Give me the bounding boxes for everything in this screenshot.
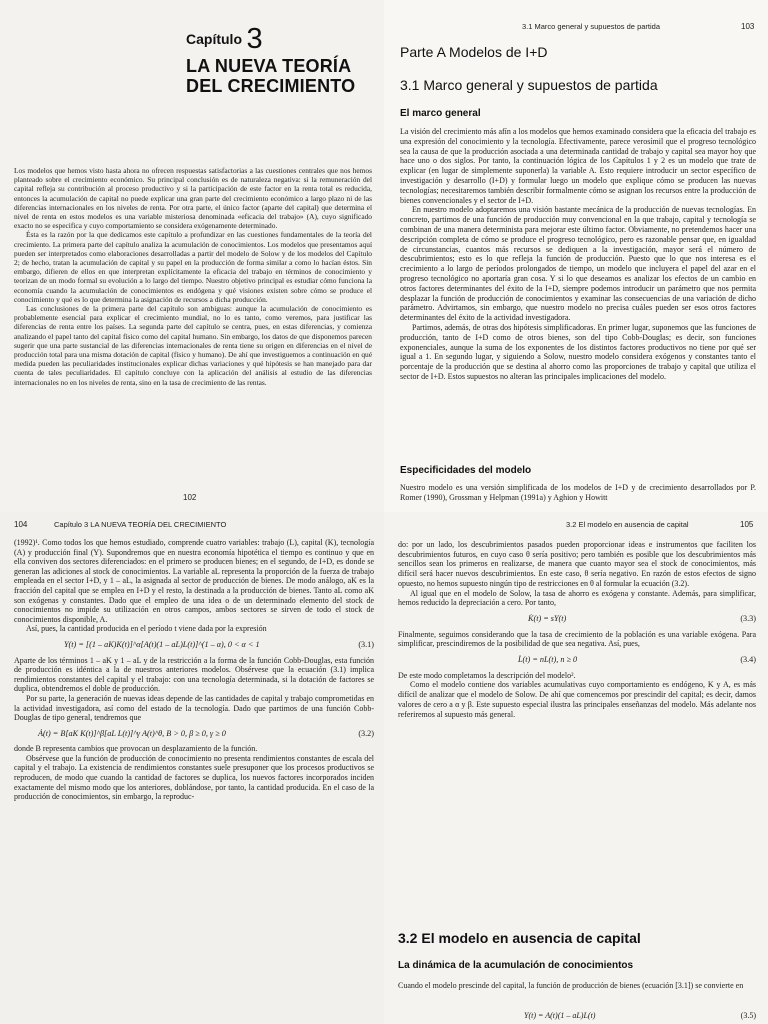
paragraph: La visión del crecimiento más afín a los modelos que hemos examinado considera que la eficacia del trabajo es una expresión del conocimiento y la tecnología. Efectivamente, parece verosímil que el progreso tecnológico sea la causa de que la producción asociada a una determinada cantidad de trabajo y capital sea mayor hoy que hace uno o dos siglos. Por tanto, la continuación lógica de los Capítulos 1 y 2 es un modelo que trate de explicar (en lugar de simplemente suponerla) la variable A. Esto requiere introducir un sector específico de investigación y desarrollo (I+D) y formular luego un modelo que explique cómo se producen las nuevas tecnologías; necesitaremos también describir formalmente cómo se asignan los recursos entre la producción de bienes convencionales y el sector de I+D.: [400, 127, 756, 205]
page-102: [0, 0, 384, 512]
equation-body: Ȧ(t) = B[aK K(t)]^β[aL L(t)]^γ A(t)^θ, B > 0, β ≥ 0, γ ≥ 0: [38, 728, 226, 738]
running-head: 3.1 Marco general y supuestos de partida: [522, 22, 660, 31]
chapter-title-line-2: DEL CRECIMIENTO: [186, 76, 356, 96]
paragraph: Al igual que en el modelo de Solow, la tasa de ahorro es exógena y constante. Además, para simplificar, hemos reducido la depreciación a cero. Por tanto,: [398, 588, 756, 608]
page-text: [398, 540, 756, 719]
paragraph: En nuestro modelo adoptaremos una visión bastante mecánica de la producción de nuevas tecnologías. En concreto, partimos de una función de producción muy convencional en la que trabajo, capital y tecnología se combinan de una manera determinista para mejorar este último factor. Obviamente, no pretendemos hacer una descripción completa de cómo se produce el progreso tecnológico, pero es razonable pensar que, en igualdad de circunstancias, cuantos más recursos se dediquen a la investigación, mayor será el número de descubrimientos; esto es lo que refleja la función de producción. Puesto que lo que nos interesa es el crecimiento a lo largo de períodos prolongados de tiempo, un modelo que incluyera el papel del azar en el progreso tecnológico no aportaría gran cosa. Y si lo que deseamos es analizar los efectos de un cambio en otros factores determinantes del éxito de la I+D, siempre podemos introducir un parámetro que nos permita desplazar la función de producción de conocimientos y examinar las consecuencias de una variación de dicho parámetro. Advirtamos, sin embargo, que nuestro modelo no precisa cuáles pueden ser esos otros factores determinantes del éxito de la actividad investigadora.: [400, 205, 756, 323]
paragraph: Como el modelo contiene dos variables acumulativas cuyo comportamiento es endógeno, K y A, es más difícil de analizar que el modelo de Solow. De ahí que comencemos por prescindir del capital; es decir, damos valores de cero a α y β. Este supuesto especial ilustra las principales enseñanzas del modelo. Más adelante nos referiremos al supuesto más general.: [398, 680, 756, 719]
paragraph: Obsérvese que la función de producción de conocimiento no presenta rendimientos constantes de escala del capital y el trabajo. La existencia de rendimientos constantes suele presuponer que los procesos productivos se reproducen, de modo que cuando la cantidad de factores se duplica, los nuevos factores incorporados inciden exactamente del mismo modo que los anteriores, doblándose, por tanto, la cantidad producida. En el caso de la producción de conocimientos, sin embargo, la reproduc-: [14, 753, 374, 802]
subsection-heading: El marco general: [400, 108, 481, 119]
paragraph: Las conclusiones de la primera parte del capítulo son ambiguas: aunque la acumulación de conocimiento es probablemente esencial para explicar el crecimiento mundial, no lo es tanto, como veremos, para justificar las diferencias de renta entre los países. La segunda parte del capítulo se centra, pues, en estas diferencias, y comienza analizando el papel tanto del capital físico como del capital humano. Sin embargo, los datos de que disponemos parecen sugerir que una parte sustancial de las diferencias internacionales de renta tiene su origen en diferencias en el nivel de producción total para una misma dotación de capital (físico y humano). De ahí que investiguemos a continuación en qué medida pueden las peculiaridades institucionales explicar dichas variaciones y qué hipótesis se han manejado para dar cuenta de tales peculiaridades. El capítulo concluye con la aplicación del análisis al estudio de las diferencias internacionales no en los niveles de renta, sino en la tasa de crecimiento de las rentas.: [14, 304, 372, 387]
paragraph: Cuando el modelo prescinde del capital, la función de producción de bienes (ecuación [3.1]) se convierte en: [398, 981, 744, 990]
section-text: [400, 127, 756, 382]
page-number: 103: [741, 22, 755, 31]
paragraph: donde B representa cambios que provocan un desplazamiento de la función.: [14, 744, 258, 754]
equation-3-3: [528, 614, 756, 624]
paragraph: Por su parte, la generación de nuevas ideas depende de las cantidades de capital y trabajo comprometidas en la actividad investigadora, así como del estado de la tecnología. Dado que partimos de una función Cobb-Douglas de tipo general, tendremos que: [14, 693, 374, 723]
paragraph: Finalmente, seguimos considerando que la tasa de crecimiento de la población es una variable exógena. Para simplificar, prescindiremos de la posibilidad de que sea negativa. Así, pues,: [398, 629, 756, 649]
equation-3-5: [524, 1011, 756, 1020]
equation-3-2: [38, 729, 374, 739]
paragraph: Nuestro modelo es una versión simplificada de los modelos de I+D y de crecimiento desarrollados por P. Romer (1990), Grossman y Helpman (1991a) y Aghion y Howitt: [400, 483, 756, 502]
page-number: 104: [14, 520, 28, 529]
equation-number: (3.3): [740, 613, 756, 623]
paragraph: Aparte de los términos 1 – aK y 1 – aL y de la restricción a la forma de la función Cobb-Douglas, esta función de producción es idéntica a la de nuestros anteriores modelos. Obsérvese que la ecuación (3.1) implica rendimientos constantes del capital y el trabajo: con una tecnología determinada, si la dotación de factores se duplica, obtendremos el doble de producción.: [14, 655, 374, 694]
page-103: [384, 0, 768, 512]
chapter-title-line-1: LA NUEVA TEORÍA: [186, 56, 352, 76]
paragraph: do: por un lado, los descubrimientos pasados pueden proporcionar ideas e instrumentos que faciliten los descubrimientos futuros, en cuyo caso θ sería positivo; pero también es posible que los descubrimientos más sencillos sean los primeros en realizarse, de manera que cuanto mayor sea el stock de conocimientos, más difícil será hacer nuevos descubrimientos. En este caso, θ sería negativo. En razón de estos efectos de signo opuesto, no hemos supuesto ningún tipo de restricciones en θ al formular la ecuación (3.2).: [398, 540, 756, 588]
paragraph: Así, pues, la cantidad producida en el período t viene dada por la expresión: [26, 624, 267, 634]
equation-number: (3.2): [358, 728, 374, 738]
page-104: [0, 512, 384, 1024]
page-number: 105: [740, 520, 754, 529]
chapter-title-block: [186, 23, 376, 96]
running-head: 3.2 El modelo en ausencia de capital: [566, 520, 689, 529]
chapter-intro-text: [14, 166, 372, 387]
equation-number: (3.1): [358, 639, 374, 649]
equation-3-4: [518, 655, 756, 665]
equation-body: L̇(t) = nL(t), n ≥ 0: [518, 655, 578, 665]
page-number: 102: [183, 493, 197, 502]
part-heading: Parte A Modelos de I+D: [400, 44, 548, 60]
subsection-heading: La dinámica de la acumulación de conocimientos: [398, 960, 634, 971]
equation-3-1: [64, 640, 374, 650]
paragraph: Partimos, además, de otras dos hipótesis simplificadoras. En primer lugar, suponemos que las funciones de producción, tanto de I+D como de otros bienes, son del tipo Cobb-Douglas; es decir, son funciones exponenciales, aunque la suma de los exponentes de los distintos factores productivos no tiene por qué ser igual a 1. En segundo lugar, y siguiendo a Solow, nuestro modelo considera exógenos y constantes tanto el porcentaje de la producción que se destina al ahorro como las proporciones de trabajo y capital que utiliza el sector de I+D. Estos supuestos no alteran las principales implicaciones del modelo.: [400, 322, 756, 381]
equation-body: Y(t) = A(t)(1 – aL)L(t): [524, 1011, 596, 1020]
page-text: [14, 538, 374, 802]
subsection-heading: Especificidades del modelo: [400, 465, 532, 476]
equation-body: Y(t) = [(1 – aK)K(t)]^α[A(t)(1 – aL)L(t)]^(1 – α), 0 < α < 1: [64, 639, 260, 649]
equation-body: K̇(t) = sY(t): [528, 613, 567, 623]
paragraph: (1992)¹. Como todos los que hemos estudiado, comprende cuatro variables: trabajo (L), capital (K), tecnología (A) y producción final (Y). Supondremos que en nuestra economía hipotética el tiempo es continuo y que en ella conviven dos sectores diferenciados: en el primero se producen bienes; en el segundo, de I+D, es donde se generan las adiciones al stock de conocimientos. La variable aL representa la proporción de la fuerza de trabajo empleada en el sector I+D, y 1 – aL, la asignada al sector de producción de bienes. De modo análogo, aK es la fracción del capital que se emplea en I+D y el resto, la destinada a la producción de bienes. Tanto aL como aK son exógenas y constantes. Dado que el empleo de una idea o de un determinado elemento del stock de conocimientos no impide su utilización en otros campos, ambos sectores se sirven de todo el stock de conocimientos disponible, A.: [14, 538, 374, 624]
equation-number: (3.5): [740, 1011, 756, 1020]
section-heading: 3.1 Marco general y supuestos de partida: [400, 77, 658, 93]
page-105: [384, 512, 768, 1024]
chapter-number: 3: [246, 23, 263, 55]
paragraph: Los modelos que hemos visto hasta ahora no ofrecen respuestas satisfactorias a las cuestiones centrales que nos hemos planteado sobre el crecimiento económico. Su principal conclusión es de naturaleza negativa: si la remuneración del capital refleja su contribución al proceso productivo y si la participación de este factor en la renta total es reducida, entonces la acumulación de capital no puede explicar una gran parte del crecimiento económico a largo plazo ni de las diferencias internacionales en los niveles de renta. Por otra parte, el único factor (aparte del capital) que determina el nivel de renta en estos modelos es una variable misteriosa denominada «eficacia del trabajo» (A), cuyo significado exacto no se especifica y cuyo comportamiento se considera exógenamente determinado.: [14, 166, 372, 231]
paragraph: De este modo completamos la descripción del modelo².: [398, 670, 576, 680]
paragraph: Ésta es la razón por la que dedicamos este capítulo a profundizar en las cuestiones fundamentales de la teoría del crecimiento. La primera parte del capítulo analiza la acumulación de conocimientos. Los modelos que presentamos aquí pueden ser interpretados como elaboraciones desarrolladas a partir del modelo de Solow y de los modelos del Capítulo 2; de hecho, tratan la acumulación de capital y su papel en la producción de forma similar a como lo hacían éstos. Sin embargo, difieren de ellos en que interpretan explícitamente la eficacia del trabajo en términos de conocimiento y teorizan de un modo formal su evolución a lo largo del tiempo. Nuestro objetivo principal es estudiar cómo funciona la economía cuando la acumulación de conocimientos es endógena y qué visiones existen sobre cómo se produce el conocimiento y qué es lo que determina la asignación de recursos a dicha producción.: [14, 230, 372, 304]
equation-number: (3.4): [740, 655, 756, 665]
running-head: Capítulo 3 LA NUEVA TEORÍA DEL CRECIMIENTO: [54, 520, 227, 529]
chapter-label: Capítulo: [186, 31, 242, 47]
section-heading: 3.2 El modelo en ausencia de capital: [398, 930, 641, 946]
